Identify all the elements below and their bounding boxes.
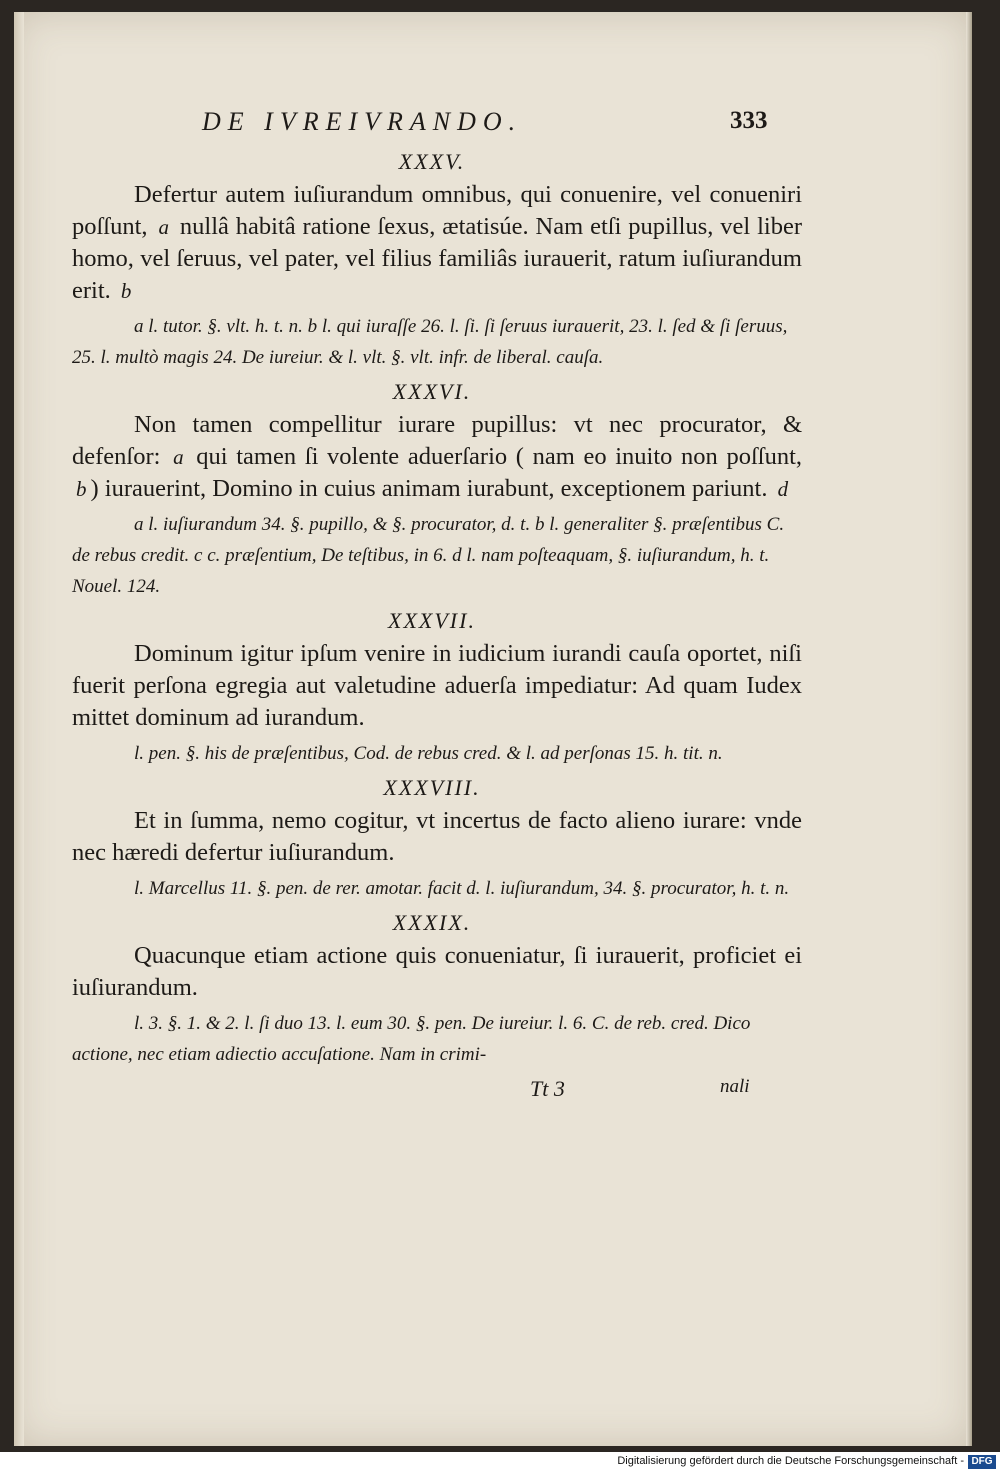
running-title: DE IVREIVRANDO. <box>202 107 523 136</box>
section-number: XXXV. <box>398 149 466 174</box>
signature-mark: Tt 3 <box>530 1076 565 1101</box>
text-run: Non tamen compellitur iurare pupillus: vt nec procurator, & defenſor: <box>72 411 802 470</box>
catchword: nali <box>720 1076 750 1097</box>
section-number: XXXVI. <box>392 379 472 404</box>
ref-mark: a <box>173 445 184 469</box>
dfg-logo-icon[interactable]: DFG <box>968 1455 996 1469</box>
footer-bar <box>0 1452 1000 1474</box>
page-edge <box>966 12 972 1446</box>
catchline <box>62 1076 802 1106</box>
book-page <box>14 12 972 1446</box>
section-number: XXXVIII. <box>383 775 481 800</box>
funding-credit: Digitalisierung gefördert durch die Deutsche Forschungsgemeinschaft - <box>617 1455 964 1467</box>
section-text: Et in ſumma, nemo cogitur, vt incertus de facto alieno iurare: vnde nec hæredi defertur iuſiurandum. <box>72 807 802 866</box>
running-head <box>62 107 802 143</box>
section-text <box>72 409 802 505</box>
section-number: XXXVII. <box>388 608 476 633</box>
ref-mark: d <box>777 477 789 501</box>
section-text <box>72 179 802 307</box>
ref-mark: b <box>120 279 132 303</box>
ref-mark: b <box>76 477 87 501</box>
text-run: Defertur autem iuſiurandum omnibus, qui conuenire, vel conueniri poſſunt, <box>72 181 802 240</box>
citation-note: l. Marcellus 11. §. pen. de rer. amotar. facit d. l. iuſiurandum, 34. §. procurator, h. t. n. <box>134 878 790 899</box>
section-text: Quacunque etiam actione quis conueniatur, ſi iurauerit, proficiet ei iuſiurandum. <box>72 942 802 1001</box>
citation-note: l. 3. §. 1. & 2. l. ſi duo 13. l. eum 30. §. pen. De iureiur. l. 6. C. de reb. cred. Dico actione, nec etiam adiectio accuſatione. Nam in crimi- <box>72 1013 751 1065</box>
text-run: ) iurauerint, Domino in cuius animam iurabunt, exceptionem pariunt. <box>90 475 768 502</box>
page-number: 333 <box>730 107 768 134</box>
text-run: nullâ habitâ ratione ſexus, ætatisúe. Nam etſi pupillus, vel liber homo, vel ſeruus, vel pater, vel filius familiâs iurauerit, ratum iuſiurandum erit. <box>72 213 803 304</box>
citation-note: a l. tutor. §. vlt. h. t. n. b l. qui iuraſſe 26. l. ſi. ſi ſeruus iurauerit, 23. l. ſed & ſi ſeruus, 25. l. multò magis 24. De iureiur. & l. vlt. §. vlt. infr. de liberal. cauſa. <box>72 316 788 368</box>
citation-note: l. pen. §. his de præſentibus, Cod. de rebus cred. & l. ad perſonas 15. h. tit. n. <box>134 743 723 764</box>
section-text: Dominum igitur ipſum venire in iudicium iurandi cauſa oportet, niſi fuerit perſona egregia aut valetudine aduerſa impediatur: Ad quam Iudex mittet dominum ad iurandum. <box>72 640 802 731</box>
text-block <box>62 107 802 1106</box>
page-gutter <box>14 12 24 1446</box>
ref-mark: a <box>158 215 169 239</box>
citation-note: a l. iuſiurandum 34. §. pupillo, & §. procurator, d. t. b l. generaliter §. præſentibus C. de rebus credit. c c. præſentium, De teſtibus, in 6. d l. nam poſteaquam, §. iuſiurandum, h. t. Nouel. 124. <box>72 514 785 597</box>
section-number: XXXIX. <box>392 910 472 935</box>
text-run: qui tamen ſi volente aduerſario ( nam eo inuito non poſſunt, <box>196 443 803 470</box>
